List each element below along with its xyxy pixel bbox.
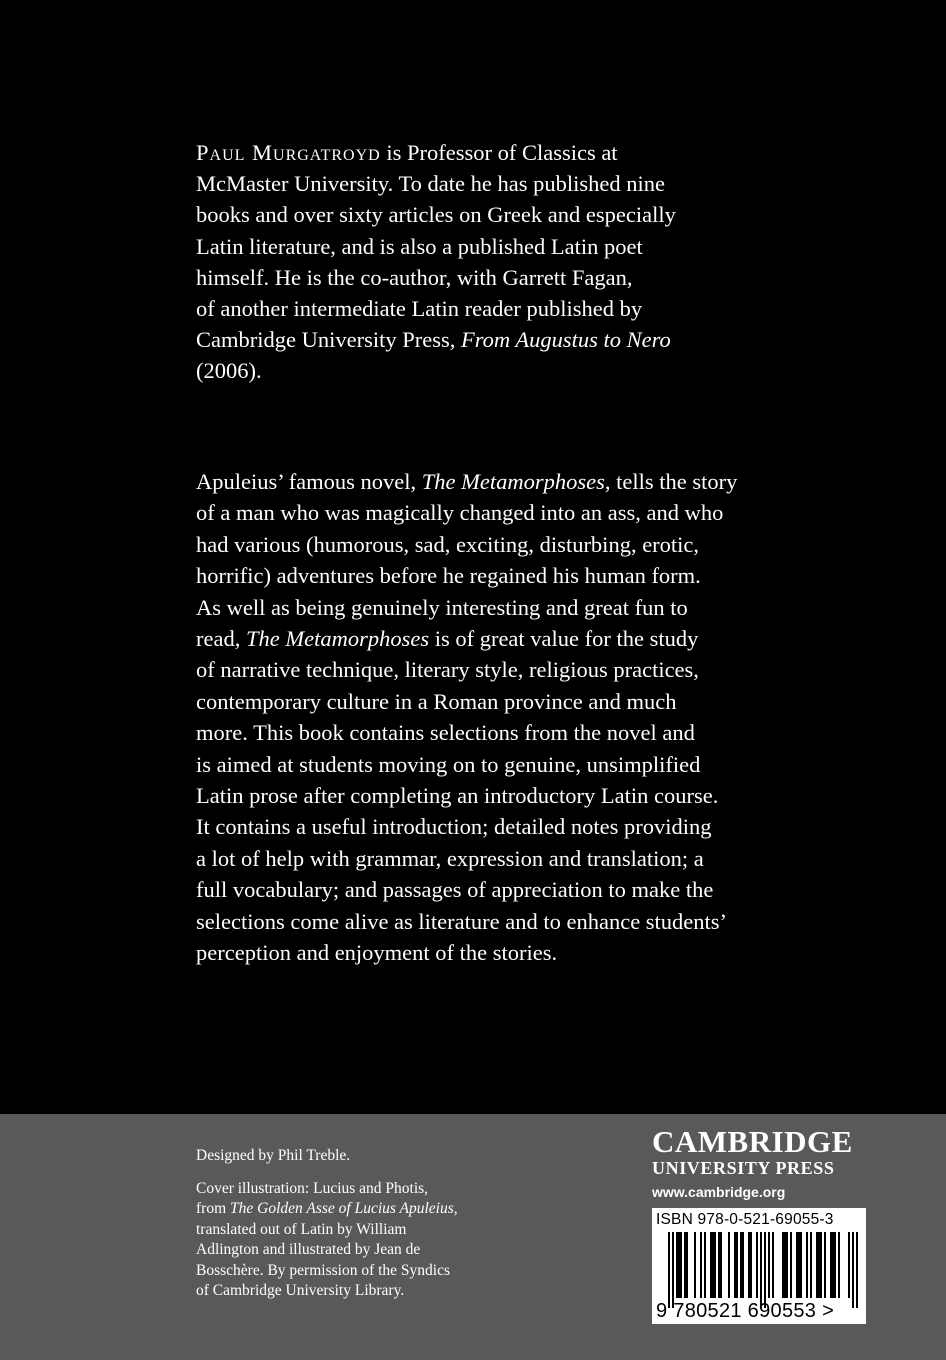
publisher-logo [652,1126,872,1201]
barcode-bar [736,1232,738,1298]
illustration-credit-line: of Cambridge University Library. [196,1282,405,1299]
blurb-line: full vocabulary; and passages of appreciation to make the [196,877,714,903]
barcode-bar [668,1232,670,1308]
barcode-bar [714,1232,716,1298]
bio-line: books and over sixty articles on Greek and especially [196,202,676,228]
barcode-bar [818,1232,820,1298]
blurb-line: of a man who was magically changed into an ass, and who [196,500,724,526]
blurb-line: horrific) adventures before he regained his human form. [196,563,701,589]
barcode-bar [798,1232,800,1298]
blurb-line: perception and enjoyment of the stories. [196,940,558,966]
barcode-bar [786,1232,788,1298]
barcode-bar [806,1232,808,1298]
barcode-bar [742,1232,744,1298]
illustration-credit-line: from The Golden Asse of Lucius Apuleius, [196,1200,458,1217]
barcode-bar [686,1232,688,1298]
barcode-bar [852,1232,854,1308]
book-title: From Augustus to Nero [460,327,671,353]
barcode-bar [680,1232,682,1298]
blurb-line: It contains a useful introduction; detailed notes providing [196,814,712,840]
barcode-bar [768,1232,770,1298]
publisher-subtitle: UNIVERSITY PRESS [652,1158,835,1178]
illustration-credit-line: translated out of Latin by William [196,1220,407,1238]
bio-line: (2006). [196,358,262,384]
barcode-bar [764,1232,766,1308]
blurb-line: of narrative technique, literary style, religious practices, [196,657,699,683]
barcode-bar [676,1232,678,1298]
barcode-bar [756,1232,758,1298]
publisher-url: www.cambridge.org [652,1184,786,1200]
cover-credits [196,1146,496,1302]
barcode-bar [678,1232,680,1298]
barcode-bar [830,1232,832,1298]
barcode-bar [824,1232,826,1298]
book-title: The Metamorphoses [245,626,430,652]
illustration-credit-line: Bosschère. By permission of the Syndics [196,1261,451,1279]
author-bio [196,137,756,387]
barcode-bar [710,1232,712,1298]
blurb-line: had various (humorous, sad, exciting, disturbing, erotic, [196,531,700,557]
barcode-bar [704,1232,706,1298]
bio-line: of another intermediate Latin reader published by [196,296,643,322]
bio-line: himself. He is the co-author, with Garrett Fagan, [196,264,633,290]
bio-line: Latin literature, and is also a published Latin poet [196,233,643,259]
blurb-line: more. This book contains selections from the novel and [196,720,695,746]
blurb-line: As well as being genuinely interesting and great fun to [196,594,688,620]
source-title: The Golden Asse of Lucius Apuleius [230,1200,454,1217]
blurb-line: Apuleius’ famous novel, The Metamorphoses, tells the story [196,469,738,494]
barcode-bar [784,1232,786,1298]
barcode-bar [700,1232,702,1298]
barcode-bar [684,1232,686,1298]
barcode-bar [672,1232,674,1308]
barcode-bar [816,1232,818,1298]
barcode-bar [728,1232,730,1298]
barcode-bar [748,1232,750,1298]
barcode-bar [772,1232,774,1298]
bio-line: McMaster University. To date he has published nine [196,171,665,197]
blurb-line: is aimed at students moving on to genuine, unsimplified [196,751,701,777]
blurb-line: Latin prose after completing an introductory Latin course. [196,783,719,809]
isbn-label: ISBN 978-0-521-69055-3 [656,1211,834,1228]
barcode-bar [750,1232,752,1298]
illustration-credit-line: Cover illustration: Lucius and Photis, [196,1179,429,1197]
bio-line: Cambridge University Press, From Augustus to Nero [196,327,671,353]
barcode-bar [796,1232,798,1298]
barcode-bar [760,1232,762,1308]
barcode-bar [848,1232,850,1298]
blurb-line: a lot of help with grammar, expression and translation; a [196,845,704,871]
book-title: The Metamorphoses [421,469,605,494]
barcode-bar [820,1232,822,1298]
author-name: Paul Murgatroyd [196,140,381,165]
book-description [196,466,776,969]
barcode-bar [734,1232,736,1298]
illustration-credit-line: Adlington and illustrated by Jean de [196,1241,421,1258]
barcode-bar [718,1232,720,1298]
barcode-bar [782,1232,784,1298]
publisher-name: CAMBRIDGE [652,1124,853,1159]
barcode-bar [832,1232,834,1298]
barcode-bar [740,1232,742,1298]
barcode-bar [856,1232,858,1308]
blurb-line: contemporary culture in a Roman province and much [196,688,677,714]
designer-credit: Designed by Phil Treble. [196,1147,351,1164]
barcode-digits: 9 780521 690553 > [656,1300,835,1322]
barcode-bar [712,1232,714,1298]
barcode-bar [838,1232,840,1298]
barcode-bar [800,1232,802,1298]
barcode-bar [790,1232,792,1298]
bio-line: Paul Murgatroyd is Professor of Classics at [196,140,618,165]
isbn-barcode [652,1208,866,1324]
barcode-bar [834,1232,836,1298]
barcode-bar [810,1232,812,1298]
blurb-line: selections come alive as literature and to enhance students’ [196,908,728,934]
barcode-bar [694,1232,696,1298]
barcode-bar [720,1232,722,1298]
blurb-line: read, The Metamorphoses is of great value for the study [196,626,699,652]
